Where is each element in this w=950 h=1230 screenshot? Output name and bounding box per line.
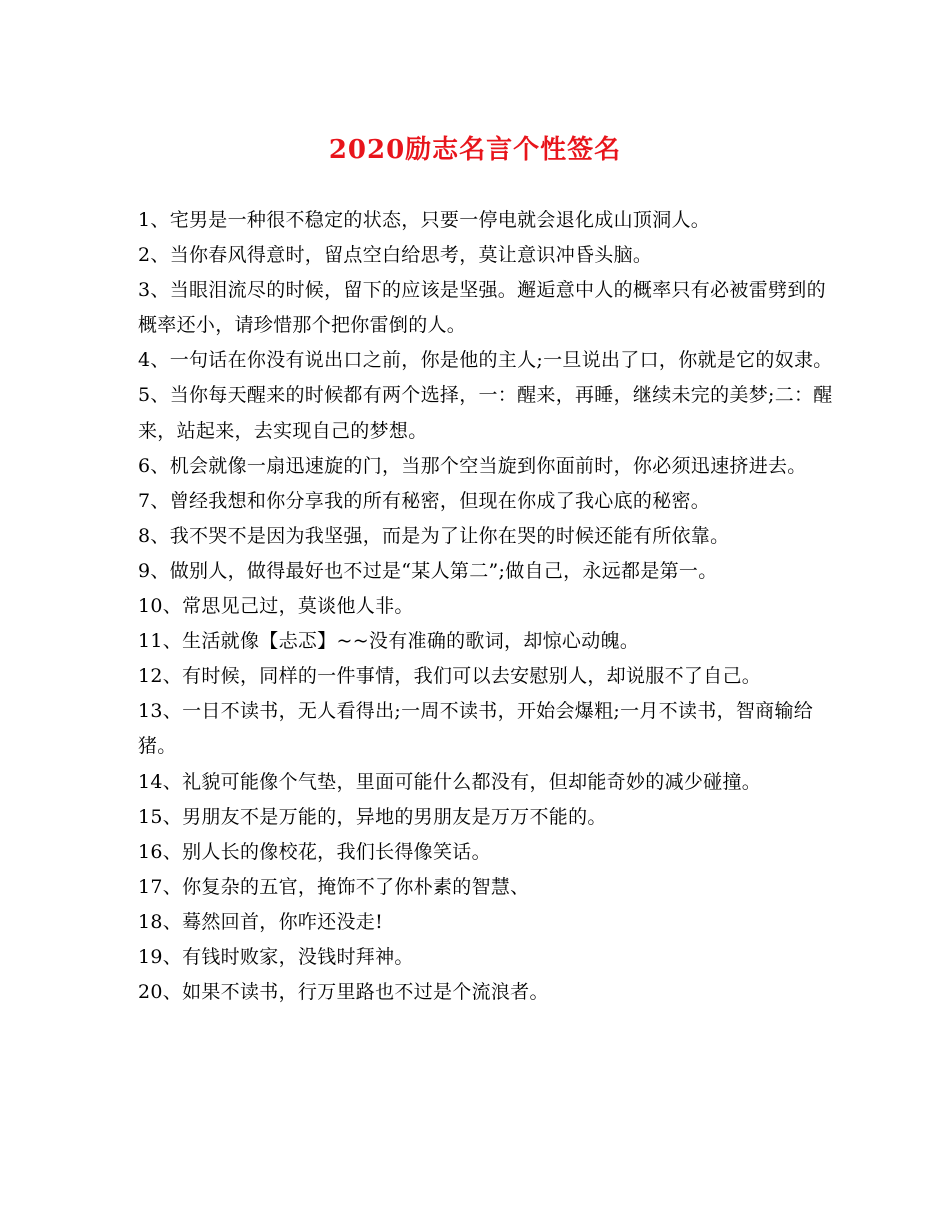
list-item: 16、别人长的像校花，我们长得像笑话。 [138,840,491,863]
list-item: 13、一日不读书，无人看得出;一周不读书，开始会爆粗;一月不读书，智商输给猪。 [138,700,814,758]
list-item: 9、做别人，做得最好也不过是“某人第二”;做自己，永远都是第一。 [138,559,718,582]
list-item: 17、你复杂的五官，掩饰不了你朴素的智慧、 [138,875,530,898]
list-item: 20、如果不读书，行万里路也不过是个流浪者。 [138,981,549,1004]
list-item: 2、当你春风得意时，留点空白给思考，莫让意识冲昏头脑。 [138,244,653,267]
quote-list [138,203,838,1010]
list-item: 15、男朋友不是万能的，异地的男朋友是万万不能的。 [138,805,607,828]
list-item: 14、礼貌可能像个气垫，里面可能什么都没有，但却能奇妙的减少碰撞。 [138,770,762,793]
list-item: 1、宅男是一种很不稳定的状态，只要一停电就会退化成山顶洞人。 [138,209,711,231]
list-item: 3、当眼泪流尽的时候，留下的应该是坚强。邂逅意中人的概率只有必被雷劈到的概率还小，请珍惜那个把你雷倒的人。 [138,279,826,337]
list-item: 5、当你每天醒来的时候都有两个选择，一：醒来，再睡，继续未完的美梦;二：醒来，站起来，去实现自己的梦想。 [138,384,833,442]
list-item: 8、我不哭不是因为我坚强，而是为了让你在哭的时候还能有所依靠。 [138,524,730,547]
list-item: 11、生活就像【忐忑】~~没有准确的歌词，却惊心动魄。 [138,630,640,653]
list-item: 4、一句话在你没有说出口之前，你是他的主人;一旦说出了口，你就是它的奴隶。 [138,349,833,372]
list-item: 6、机会就像一扇迅速旋的门，当那个空当旋到你面前时，你必须迅速挤进去。 [138,454,807,477]
list-item: 18、蓦然回首，你咋还没走! [138,910,384,933]
list-item: 19、有钱时败家，没钱时拜神。 [138,945,414,968]
list-item: 7、曾经我想和你分享我的所有秘密，但现在你成了我心底的秘密。 [138,489,711,512]
list-item: 10、常思见己过，莫谈他人非。 [138,595,414,618]
list-item: 12、有时候，同样的一件事情，我们可以去安慰别人，却说服不了自己。 [138,665,762,688]
page-title: 2020励志名言个性签名 [328,135,622,165]
